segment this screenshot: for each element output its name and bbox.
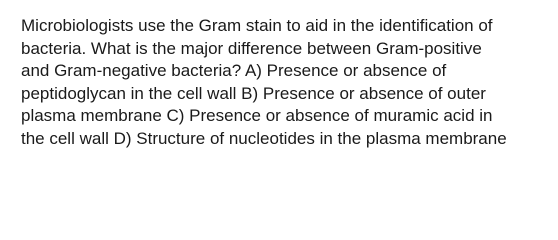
question-line: plasma membrane C) Presence or absence of muramic acid in <box>21 106 493 125</box>
question-line: peptidoglycan in the cell wall B) Presence or absence of outer <box>21 83 486 103</box>
question-text <box>21 15 541 150</box>
question-line: Microbiologists use the Gram stain to aid in the identification of <box>21 16 493 35</box>
question-line: bacteria. What is the major difference between Gram-positive <box>21 38 482 58</box>
question-line: and Gram-negative bacteria? A) Presence or absence of <box>21 61 447 80</box>
question-line: the cell wall D) Structure of nucleotides in the plasma membrane <box>21 128 507 148</box>
